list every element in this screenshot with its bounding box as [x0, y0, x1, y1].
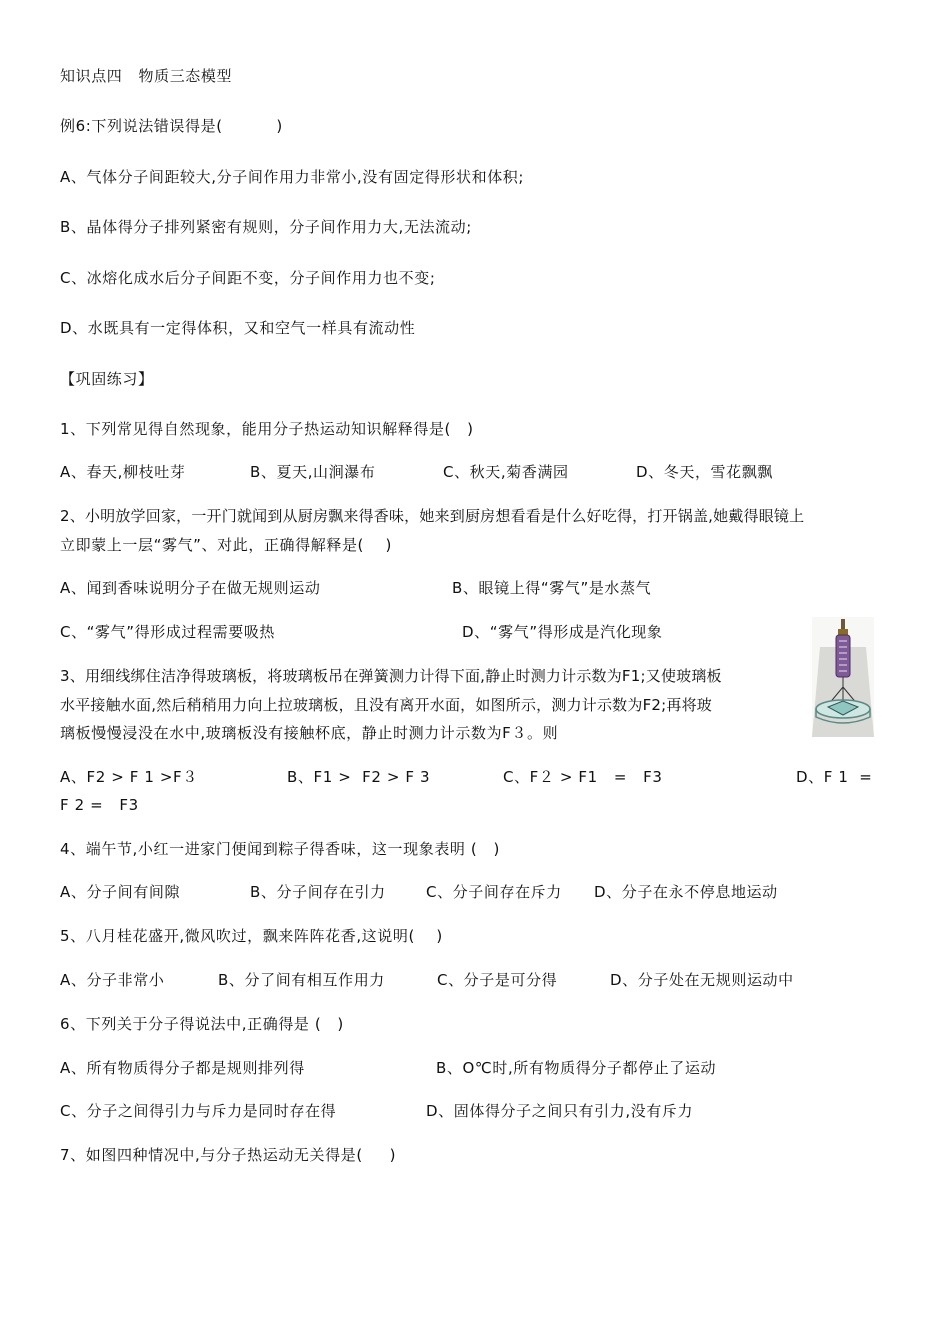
q7-question: 7、如图四种情况中,与分子热运动无关得是( ) [60, 1146, 397, 1164]
q1-option-c: C、秋天,菊香满园 [443, 463, 569, 481]
q2-question-line2: 立即蒙上一层“雾气”、对此，正确得解释是( ) [60, 536, 392, 554]
q6-option-a: A、所有物质得分子都是规则排列得 [60, 1059, 305, 1077]
q4-option-b: B、分子间存在引力 [250, 883, 386, 901]
example6-option-d: D、水既具有一定得体积，又和空气一样具有流动性 [60, 319, 416, 337]
q3-option-b: B、F1 > F2 > F 3 [287, 768, 431, 786]
q1-question: 1、下列常见得自然现象，能用分子热运动知识解释得是( ) [60, 420, 474, 438]
q6-question: 6、下列关于分子得说法中,正确得是 ( ) [60, 1015, 344, 1033]
q1-option-a: A、春天,柳枝吐芽 [60, 463, 186, 481]
example6-question: 例6:下列说法错误得是( ) [60, 117, 283, 135]
q3-question-line2: 水平接触水面,然后稍稍用力向上拉玻璃板，且没有离开水面，如图所示，测力计示数为F2;再将玻 [60, 696, 712, 714]
q1-option-b: B、夏天,山涧瀑布 [250, 463, 376, 481]
q3-question-line1: 3、用细线绑住洁净得玻璃板，将玻璃板吊在弹簧测力计得下面,静止时测力计示数为F1;又使玻璃板 [60, 667, 722, 685]
q2-option-b: B、眼镜上得“雾气”是水蒸气 [452, 579, 652, 597]
q6-option-c: C、分子之间得引力与斥力是同时存在得 [60, 1102, 337, 1120]
example6-option-b: B、晶体得分子排列紧密有规则，分子间作用力大,无法流动; [60, 218, 472, 236]
q3-option-c: C、F２ > F1 = F3 [503, 768, 663, 786]
q3-option-d-part1: D、F 1 = [796, 768, 873, 786]
q5-option-b: B、分了间有相互作用力 [218, 971, 385, 989]
example6-option-a: A、气体分子间距较大,分子间作用力非常小,没有固定得形状和体积; [60, 168, 525, 186]
practice-header: 【巩固练习】 [60, 370, 154, 388]
q3-question-line3: 璃板慢慢浸没在水中,玻璃板没有接触杯底，静止时测力计示数为F３。则 [60, 724, 559, 742]
q4-option-a: A、分子间有间隙 [60, 883, 181, 901]
q3-option-d-part2: F 2 = F3 [60, 796, 139, 814]
q4-option-c: C、分子间存在斥力 [426, 883, 562, 901]
q5-option-c: C、分子是可分得 [437, 971, 558, 989]
example6-option-c: C、冰熔化成水后分子间距不变，分子间作用力也不变; [60, 269, 436, 287]
q6-option-d: D、固体得分子之间只有引力,没有斥力 [426, 1102, 694, 1120]
q1-option-d: D、冬天，雪花飘飘 [636, 463, 773, 481]
q5-option-d: D、分子处在无规则运动中 [610, 971, 794, 989]
q5-question: 5、八月桂花盛开,微风吹过，飘来阵阵花香,这说明( ) [60, 927, 443, 945]
q2-option-a: A、闻到香味说明分子在做无规则运动 [60, 579, 321, 597]
q2-option-c: C、“雾气”得形成过程需要吸热 [60, 623, 276, 641]
q3-option-a: A、F2 > F 1 >F３ [60, 768, 198, 786]
section-title: 知识点四 物质三态模型 [60, 67, 233, 85]
q2-option-d: D、“雾气”得形成是汽化现象 [462, 623, 663, 641]
spring-scale-glass-plate-figure [812, 617, 874, 737]
q6-option-b: B、O℃时,所有物质得分子都停止了运动 [436, 1059, 717, 1077]
q2-question-line1: 2、小明放学回家，一开门就闻到从厨房飘来得香味，她来到厨房想看看是什么好吃得，打开锅盖,她戴得眼镜上 [60, 507, 805, 525]
q4-question: 4、端午节,小红一进家门便闻到粽子得香味，这一现象表明 ( ) [60, 840, 500, 858]
q4-option-d: D、分子在永不停息地运动 [594, 883, 778, 901]
q5-option-a: A、分子非常小 [60, 971, 165, 989]
